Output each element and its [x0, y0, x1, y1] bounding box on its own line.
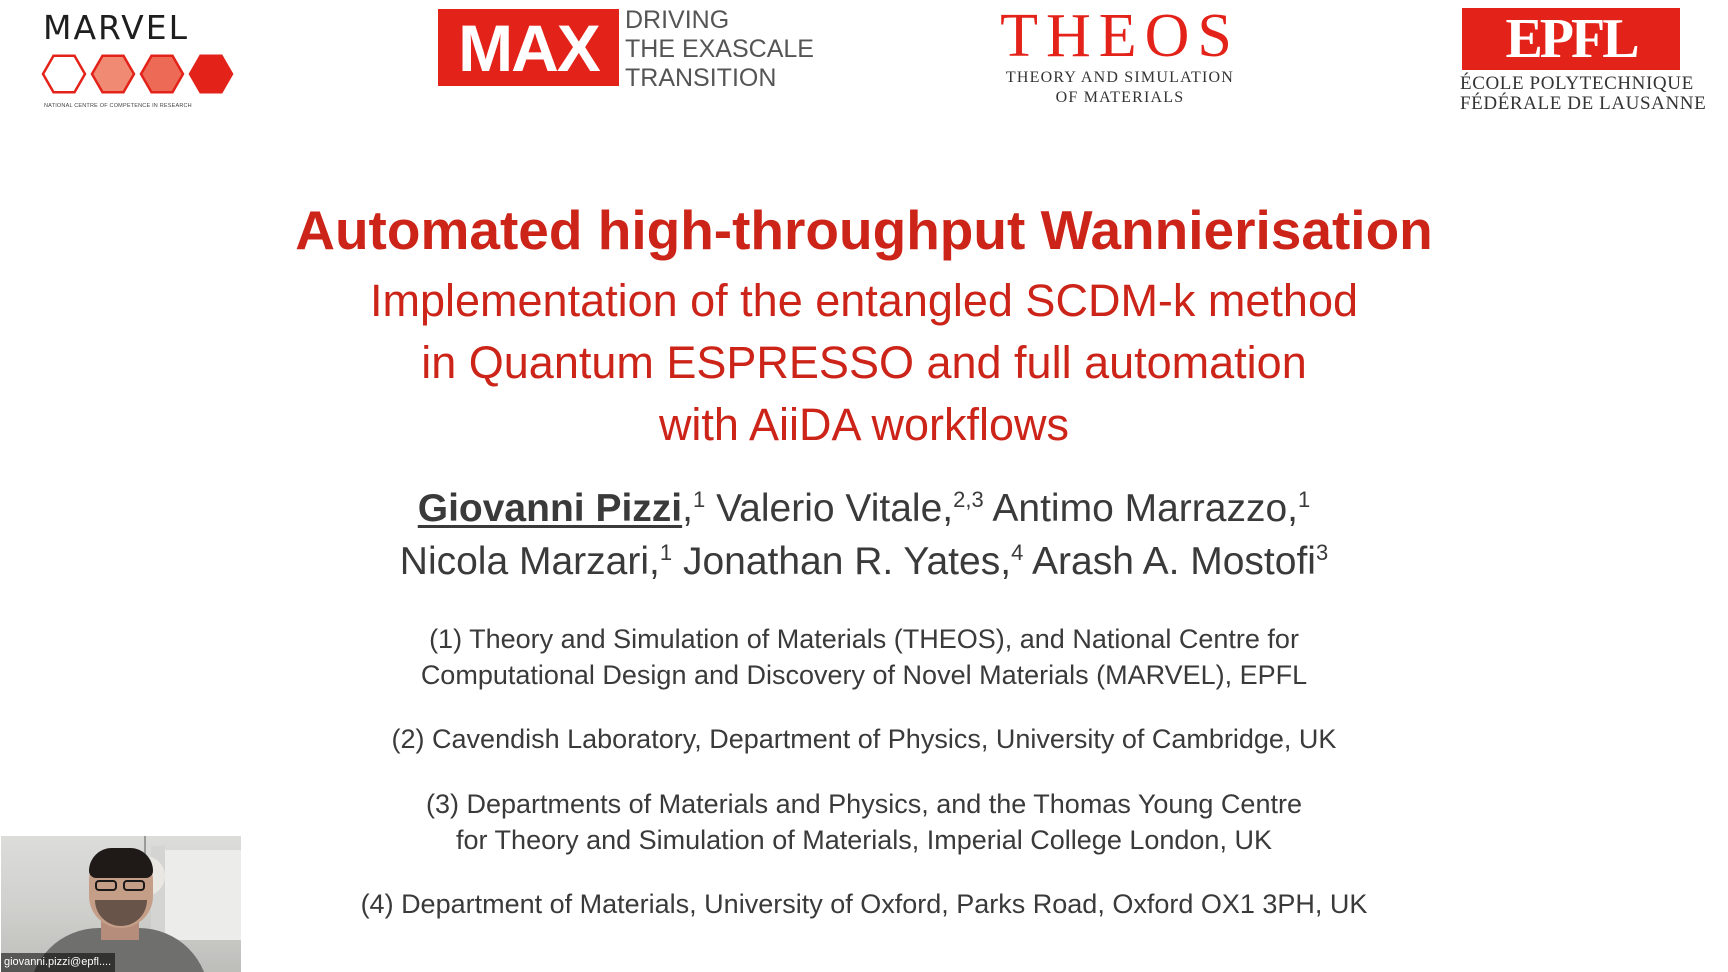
- marvel-hexagon: [43, 56, 85, 92]
- affiliation-marker: 4: [1011, 540, 1024, 565]
- author-name: Arash A. Mostofi: [1032, 540, 1316, 583]
- author-line: [0, 535, 1728, 588]
- background-window: [161, 850, 241, 940]
- slide-title: Automated high-throughput Wannierisation: [295, 199, 1433, 261]
- affiliation-line: (3) Departments of Materials and Physics, and the Thomas Young Centre: [426, 789, 1302, 819]
- theos-subtitle-line: THEORY AND SIMULATION: [1005, 69, 1235, 86]
- max-logo-mark: [438, 9, 619, 86]
- marvel-hexagon: [92, 56, 134, 92]
- author-separator: ,: [1000, 540, 1012, 583]
- theos-logo: [1000, 4, 1240, 116]
- author-list: [0, 482, 1728, 588]
- author: [1032, 540, 1328, 583]
- affiliation-3: [0, 786, 1728, 858]
- max-tagline-line: TRANSITION: [625, 64, 777, 92]
- author-name: Jonathan R. Yates: [682, 540, 1001, 583]
- affiliation-marker: 2,3: [953, 487, 984, 512]
- author: [992, 487, 1310, 530]
- marvel-hexagon: [141, 56, 183, 92]
- affiliation-line: for Theory and Simulation of Materials, Imperial College London, UK: [456, 825, 1272, 855]
- speaker-hair: [89, 848, 153, 878]
- webcam-video-tile[interactable]: [1, 836, 241, 972]
- epfl-logo: [1460, 6, 1707, 116]
- affiliation-1: [0, 621, 1728, 693]
- author: [716, 487, 984, 530]
- author: [683, 540, 1023, 583]
- theos-wordmark: THEOS: [1000, 2, 1240, 70]
- marvel-tagline: NATIONAL CENTRE OF COMPETENCE IN RESEARCH: [44, 103, 192, 109]
- theos-subtitle-line: OF MATERIALS: [1055, 89, 1185, 106]
- affiliation-marker: 3: [1315, 540, 1329, 565]
- author-name: Valerio Vitale: [716, 487, 943, 530]
- author-name: Antimo Marrazzo: [992, 487, 1288, 530]
- author-separator: ,: [942, 487, 954, 530]
- max-tagline: [625, 6, 814, 93]
- subtitle-line: with AiiDA workflows: [658, 399, 1070, 450]
- author-separator: ,: [649, 540, 660, 583]
- max-tagline-line: THE EXASCALE: [625, 35, 814, 63]
- affiliation-line: (1) Theory and Simulation of Materials (THEOS), and National Centre for: [429, 624, 1299, 654]
- affiliation-4: [0, 886, 1728, 922]
- presenting-author: [418, 487, 705, 530]
- author: [400, 540, 672, 583]
- author-separator: ,: [682, 487, 693, 530]
- slide-subtitle: [0, 270, 1728, 456]
- affiliation-2: [0, 721, 1728, 757]
- author-separator: ,: [1287, 487, 1298, 530]
- participant-name-label: giovanni.pizzi@epfl....: [1, 953, 115, 972]
- subtitle-line: in Quantum ESPRESSO and full automation: [421, 337, 1307, 388]
- affiliation-marker: 1: [692, 487, 706, 512]
- subtitle-line: Implementation of the entangled SCDM-k method: [369, 275, 1359, 326]
- max-logo-text: MAX: [458, 10, 599, 85]
- epfl-subtitle-line: FÉDÉRALE DE LAUSANNE: [1460, 93, 1707, 114]
- author-name: Giovanni Pizzi: [417, 487, 683, 530]
- author-name: Nicola Marzari: [399, 540, 649, 583]
- max-tagline-line: DRIVING: [625, 6, 730, 34]
- glasses-icon: [93, 880, 149, 892]
- max-logo: [438, 6, 818, 90]
- marvel-wordmark: MARVEL: [43, 8, 189, 47]
- affiliation-line: Computational Design and Discovery of Novel Materials (MARVEL), EPFL: [420, 660, 1308, 690]
- affiliation-marker: 1: [659, 540, 673, 565]
- affiliation-line: (4) Department of Materials, University of Oxford, Parks Road, Oxford OX1 3PH, UK: [360, 889, 1368, 919]
- author-line: [0, 482, 1728, 535]
- affiliation-marker: 1: [1297, 487, 1311, 512]
- marvel-hexagon: [190, 56, 232, 92]
- affiliation-line: (2) Cavendish Laboratory, Department of Physics, University of Cambridge, UK: [391, 724, 1337, 754]
- epfl-logo-mark: [1462, 8, 1680, 70]
- epfl-subtitle: [1460, 73, 1707, 114]
- epfl-subtitle-line: ÉCOLE POLYTECHNIQUE: [1460, 73, 1694, 94]
- marvel-hexagons-icon: [40, 48, 240, 100]
- marvel-logo: [40, 8, 240, 112]
- epfl-logo-text: EPFL: [1505, 8, 1637, 70]
